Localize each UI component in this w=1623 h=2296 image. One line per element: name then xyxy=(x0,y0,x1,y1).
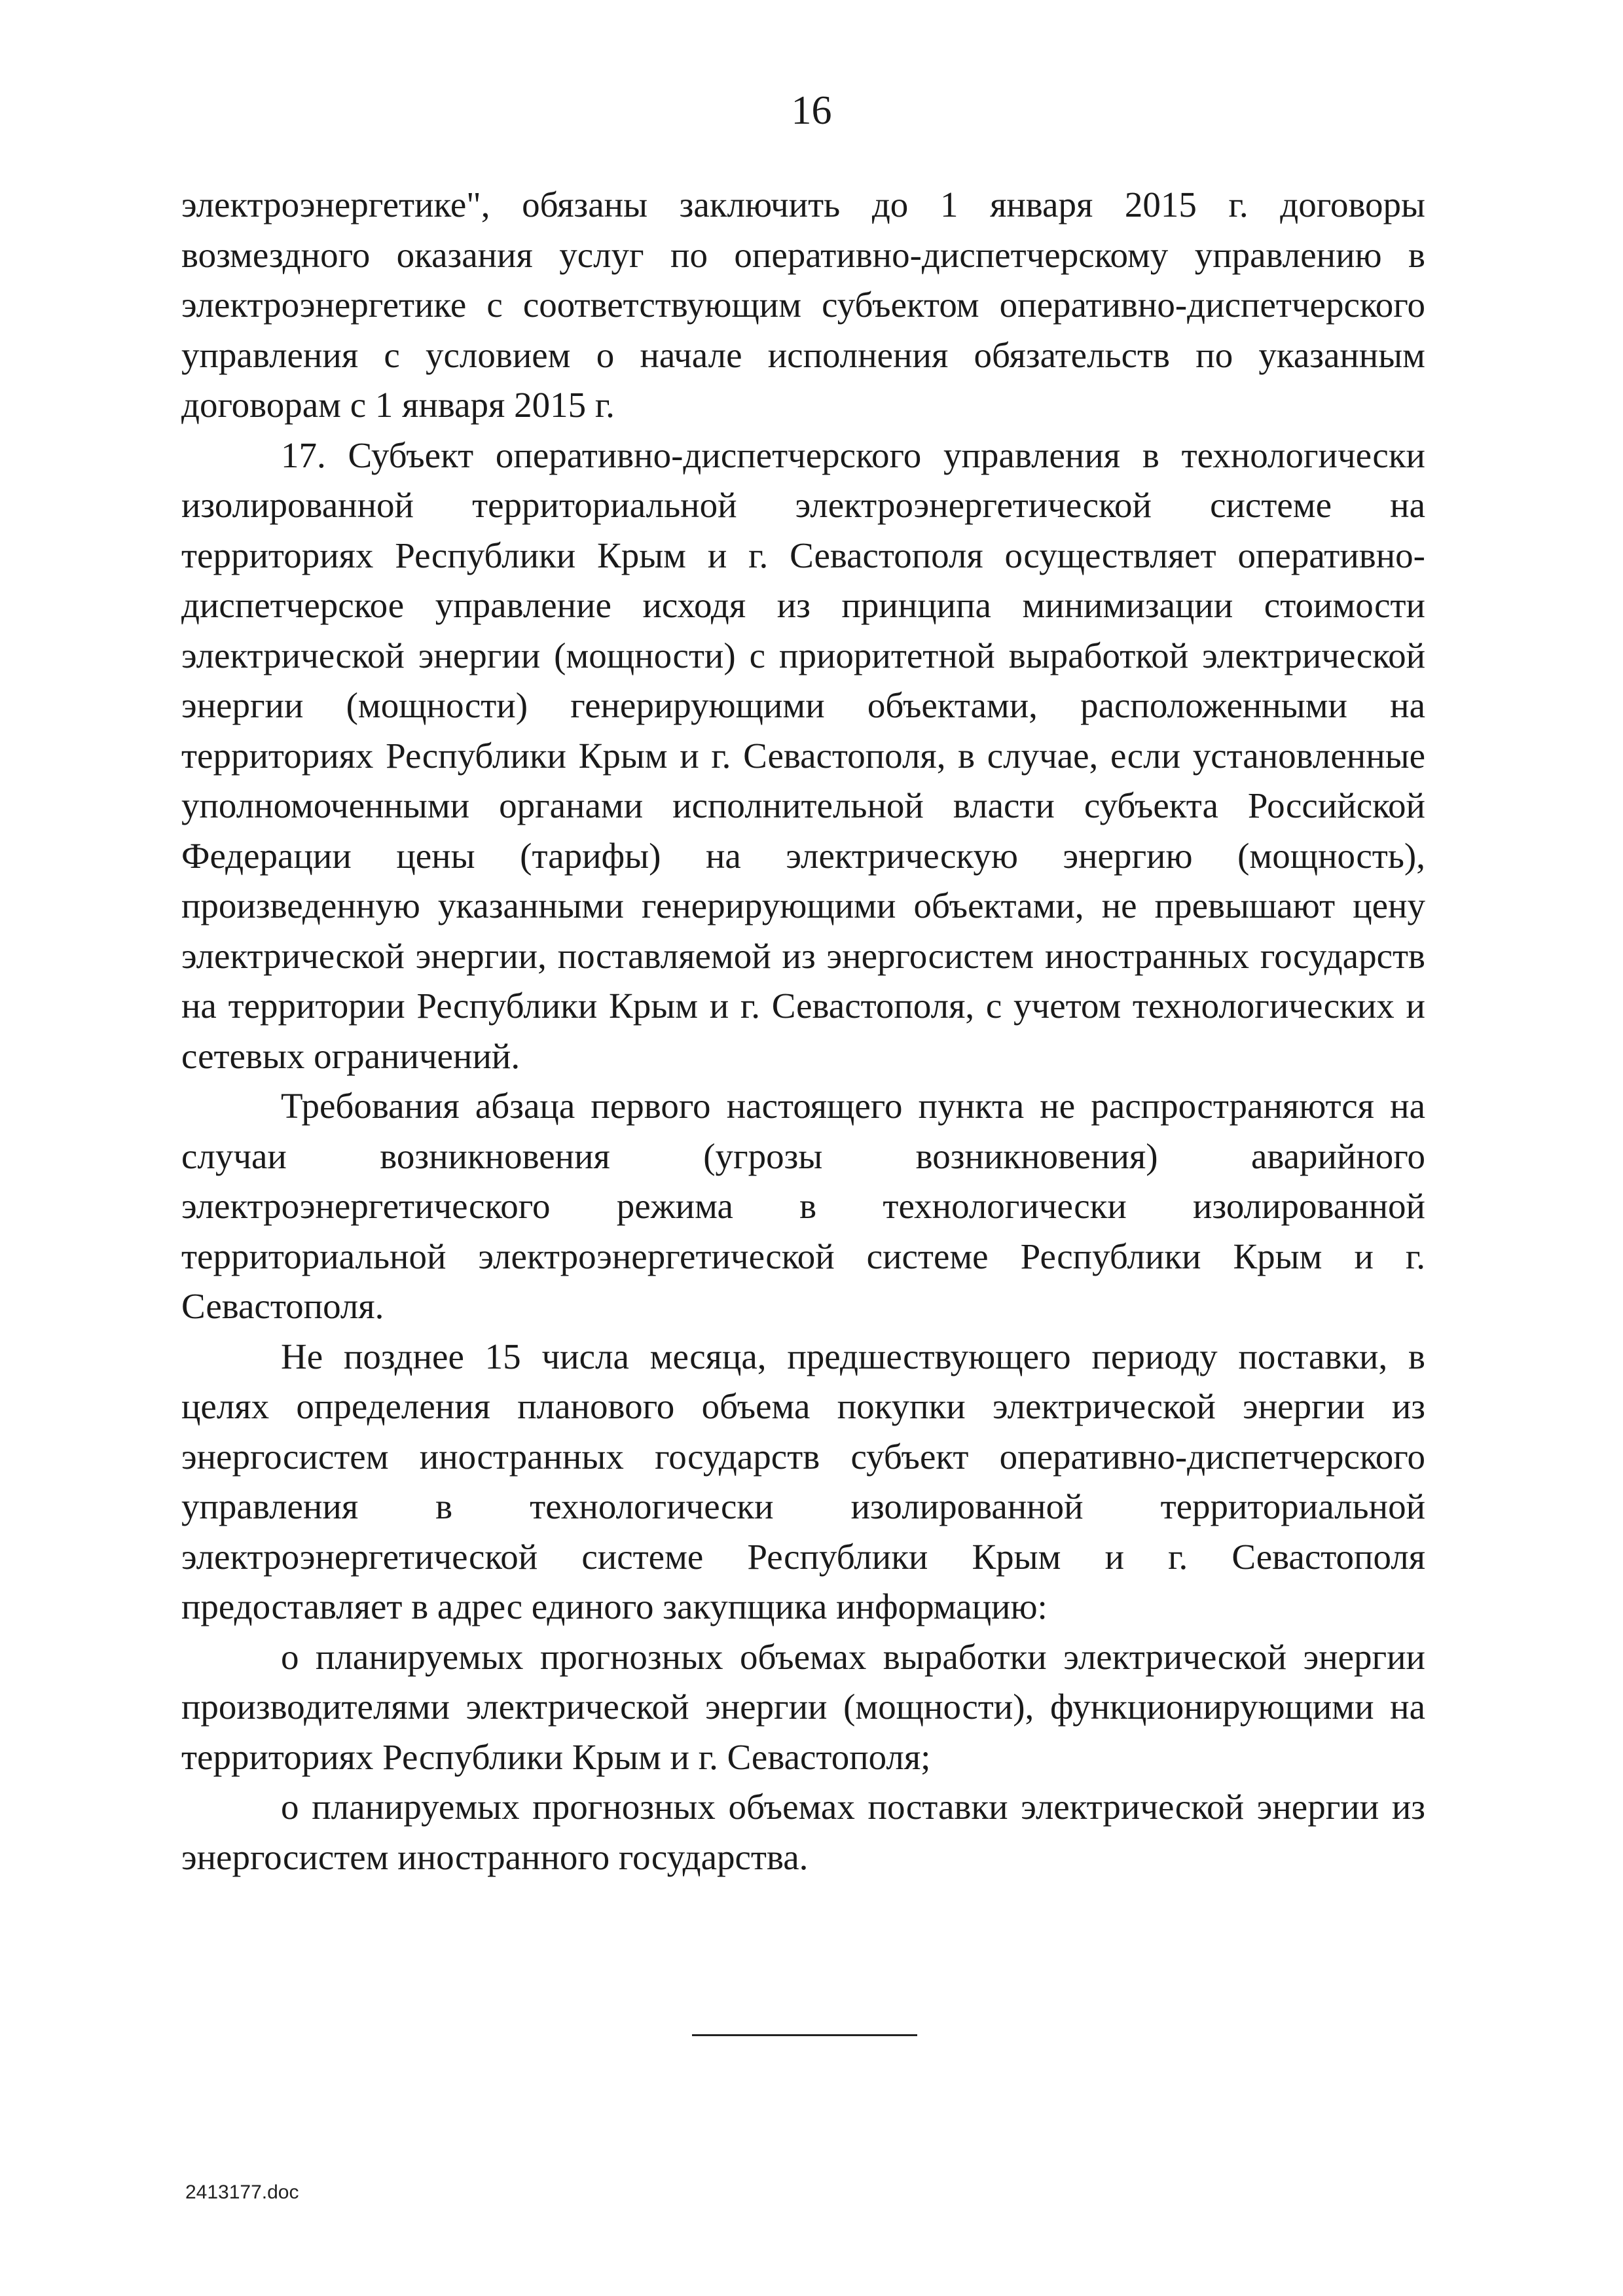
paragraph: 17. Субъект оперативно-диспетчерского управления в технологически изолированной территориальной электроэнергетической системе на территориях Республики Крым и г. Севастополя осуществляет оперативно-диспетчерское управление исходя из принципа минимизации стоимости электрической энергии (мощности) с приоритетной выработкой электрической энергии (мощности) генерирующими объектами, расположенными на территориях Республики Крым и г. Севастополя, в случае, если установленные уполномоченными органами исполнительной власти субъекта Российской Федерации цены (тарифы) на электрическую энергию (мощность), произведенную указанными генерирующими объектами, не превышают цену электрической энергии, поставляемой из энергосистем иностранных государств на территории Республики Крым и г. Севастополя, с учетом технологических и сетевых ограничений. xyxy=(181,435,1425,1076)
paragraph: электроэнергетике", обязаны заключить до 1 января 2015 г. договоры возмездного оказания услуг по оперативно-диспетчерскому управлению в электроэнергетике с соответствующим субъектом оперативно-диспетчерского управления с условием о начале исполнения обязательств по указанным договорам с 1 января 2015 г. xyxy=(181,185,1425,425)
document-body xyxy=(181,180,1425,1882)
paragraph: Требования абзаца первого настоящего пункта не распространяются на случаи возникновения (угрозы возникновения) аварийного электроэнергетического режима в технологически изолированной территориальной электроэнергетической системе Республики Крым и г. Севастополя. xyxy=(181,1086,1425,1326)
paragraph: о планируемых прогнозных объемах выработки электрической энергии производителями электрической энергии (мощности), функционирующими на территориях Республики Крым и г. Севастополя; xyxy=(181,1636,1425,1777)
page-number: 16 xyxy=(791,88,832,133)
paragraph: Не позднее 15 числа месяца, предшествующего периоду поставки, в целях определения планового объема покупки электрической энергии из энергосистем иностранных государств субъект оперативно-диспетчерского управления в технологически изолированной территориальной электроэнергетической системе Республики Крым и г. Севастополя предоставляет в адрес единого закупщика информацию: xyxy=(181,1336,1425,1626)
document-id: 2413177.doc xyxy=(185,2181,299,2203)
end-of-document-rule xyxy=(692,2034,917,2036)
paragraph: о планируемых прогнозных объемах поставки электрической энергии из энергосистем иностранного государства. xyxy=(181,1787,1425,1877)
